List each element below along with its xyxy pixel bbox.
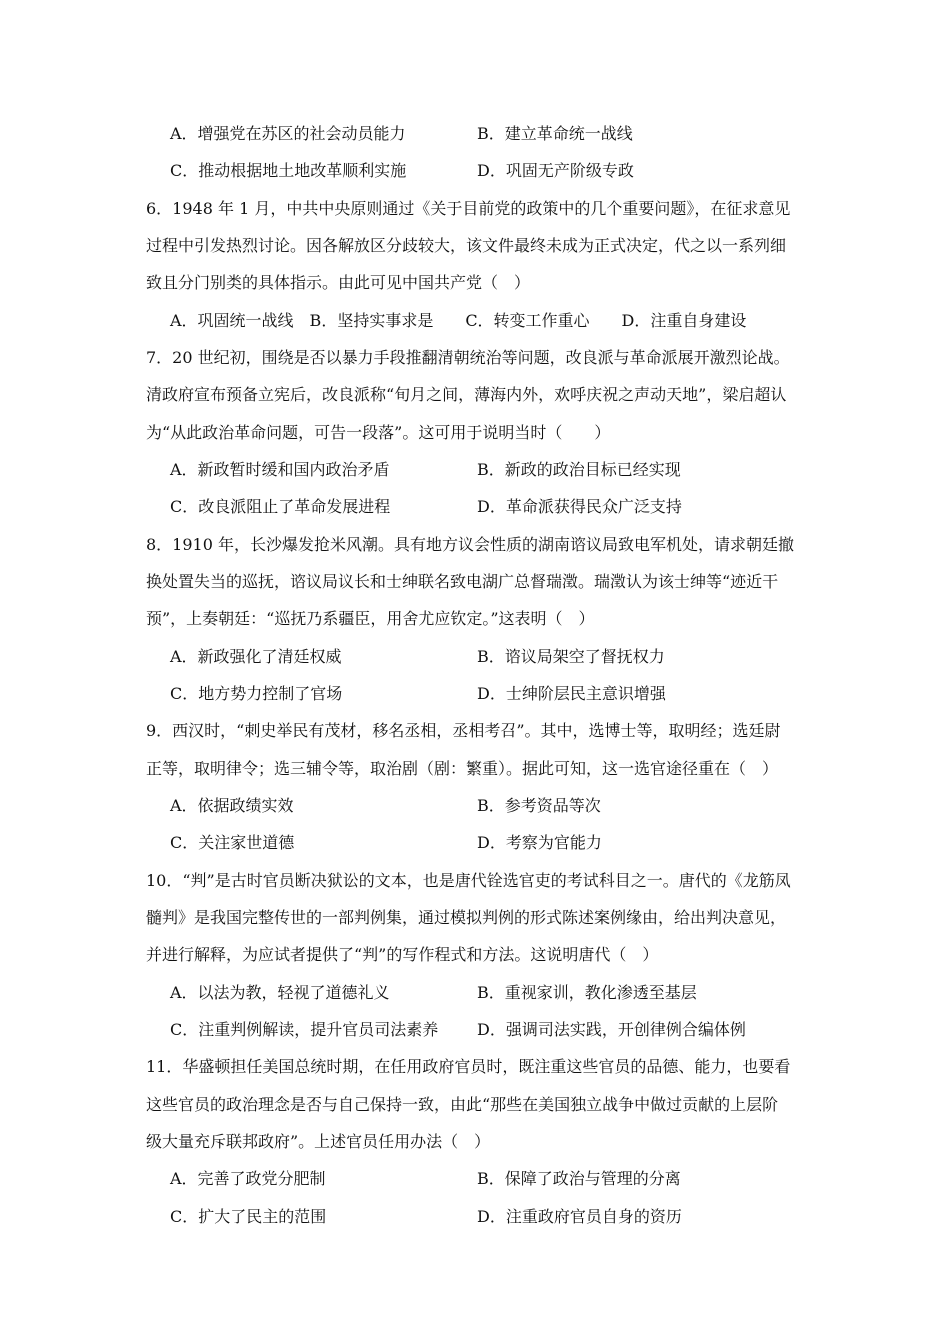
q7-stem-line-2: 清政府宣布预备立宪后，改良派称“旬月之间，薄海内外，欢呼庆祝之声动天地”，梁启超认 [146, 385, 787, 404]
q6-options-line[interactable]: A．巩固统一战线 B．坚持实事求是 C．转变工作重心 D．注重自身建设 [170, 311, 747, 330]
q8-stem-line-1: 8．1910 年，长沙爆发抢米风潮。具有地方议会性质的湖南谘议局致电军机处，请求朝廷撤 [146, 535, 794, 554]
q11-option-d[interactable]: D．注重政府官员自身的资历 [477, 1207, 682, 1226]
q9-option-b[interactable]: B．参考资品等次 [477, 796, 601, 815]
q9-stem-line-2: 正等，取明律令；选三辅令等，取治剧（剧：繁重）。据此可知，这一选官途径重在（ ） [146, 759, 779, 778]
q11-option-b[interactable]: B．保障了政治与管理的分离 [477, 1169, 681, 1188]
q10-stem-line-1: 10．“判”是古时官员断决狱讼的文本，也是唐代铨选官吏的考试科目之一。唐代的《龙筋凤 [146, 871, 791, 890]
q6-stem-line-3: 致且分门别类的具体指示。由此可见中国共产党（ ） [146, 273, 531, 292]
q9-option-d[interactable]: D．考察为官能力 [477, 833, 602, 852]
q11-stem-line-1: 11．华盛顿担任美国总统时期，在任用政府官员时，既注重这些官员的品德、能力，也要看 [146, 1057, 791, 1076]
q10-option-c[interactable]: C．注重判例解读，提升官员司法素养 [170, 1020, 439, 1039]
q5-option-a[interactable]: A．增强党在苏区的社会动员能力 [170, 124, 406, 143]
q7-stem-line-1: 7．20 世纪初，围绕是否以暴力手段推翻清朝统治等问题，改良派与革命派展开激烈论战。 [146, 348, 790, 367]
q8-stem-line-3: 预”，上奏朝廷：“巡抚乃系疆臣，用舍尤应钦定。”这表明（ ） [146, 609, 595, 628]
q7-option-c[interactable]: C．改良派阻止了革命发展进程 [170, 497, 391, 516]
q10-stem-line-2: 髓判》是我国完整传世的一部判例集，通过模拟判例的形式陈述案例缘由，给出判决意见， [146, 908, 787, 927]
q11-option-a[interactable]: A．完善了政党分肥制 [170, 1169, 326, 1188]
q10-option-d[interactable]: D．强调司法实践，开创律例合编体例 [477, 1020, 746, 1039]
q11-stem-line-3: 级大量充斥联邦政府”。上述官员任用办法（ ） [146, 1132, 491, 1151]
q8-option-d[interactable]: D．士绅阶层民主意识增强 [477, 684, 666, 703]
q8-option-b[interactable]: B．谘议局架空了督抚权力 [477, 647, 665, 666]
q10-option-a[interactable]: A．以法为教，轻视了道德礼义 [170, 983, 390, 1002]
q10-option-b[interactable]: B．重视家训，教化渗透至基层 [477, 983, 697, 1002]
q6-stem-line-2: 过程中引发热烈讨论。因各解放区分歧较大，该文件最终未成为正式决定，代之以一系列细 [146, 236, 787, 255]
q8-option-c[interactable]: C．地方势力控制了官场 [170, 684, 343, 703]
q8-stem-line-2: 换处置失当的巡抚，谘议局议长和士绅联名致电湖广总督瑞澂。瑞澂认为该士绅等“迹近干 [146, 572, 779, 591]
q7-stem-line-3: 为“从此政治革命问题，可告一段落”。这可用于说明当时（ ） [146, 423, 611, 442]
q7-option-d[interactable]: D．革命派获得民众广泛支持 [477, 497, 682, 516]
q10-stem-line-3: 并进行解释，为应试者提供了“判”的写作程式和方法。这说明唐代（ ） [146, 945, 659, 964]
q5-option-b[interactable]: B．建立革命统一战线 [477, 124, 633, 143]
q9-option-a[interactable]: A．依据政绩实效 [170, 796, 294, 815]
q7-option-a[interactable]: A．新政暂时缓和国内政治矛盾 [170, 460, 390, 479]
q9-stem-line-1: 9．西汉时，“刺史举民有茂材，移名丞相，丞相考召”。其中，选博士等，取明经；选廷尉 [146, 721, 781, 740]
q11-option-c[interactable]: C．扩大了民主的范围 [170, 1207, 327, 1226]
q7-option-b[interactable]: B．新政的政治目标已经实现 [477, 460, 681, 479]
q5-option-d[interactable]: D．巩固无产阶级专政 [477, 161, 634, 180]
q5-option-c[interactable]: C．推动根据地土地改革顺利实施 [170, 161, 407, 180]
q11-stem-line-2: 这些官员的政治理念是否与自己保持一致，由此“那些在美国独立战争中做过贡献的上层阶 [146, 1095, 779, 1114]
q9-option-c[interactable]: C．关注家世道德 [170, 833, 295, 852]
q8-option-a[interactable]: A．新政强化了清廷权威 [170, 647, 342, 666]
q6-stem-line-1: 6．1948 年 1 月，中共中央原则通过《关于目前党的政策中的几个重要问题》，在征求意见 [146, 199, 791, 218]
